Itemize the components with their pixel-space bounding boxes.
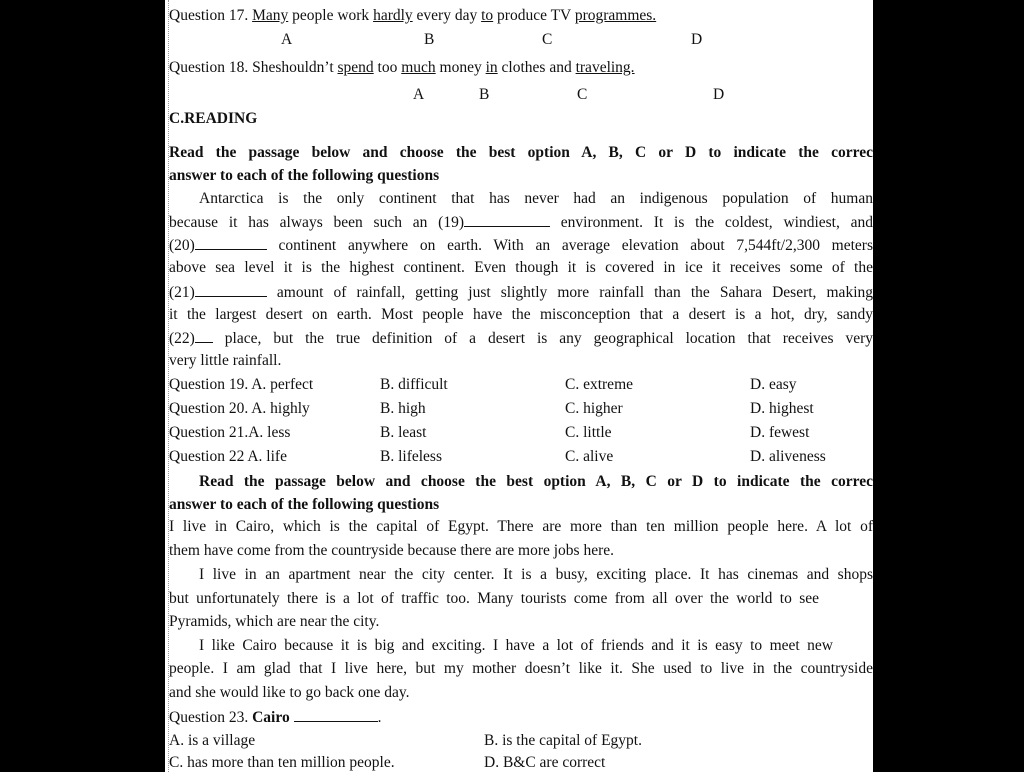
question-18: Question 18. Sheshouldn’t spend too much money in clothes and traveling. <box>169 59 635 76</box>
q18-letter-d: D <box>713 86 725 103</box>
q18-underlined-c: in <box>485 59 498 76</box>
q17-underlined-a: Many <box>252 7 289 24</box>
document-page: Question 17. Many people work hardly every day to produce TV programmes. A B C D Question 18. Sheshouldn’t spend too much money in clothes and traveling. A B C D C.READING Read the passage below and choose the best option A, B, C or D to indicate the correc answer to each of the following questions Antarctica is the only continent that has never had an indigenous population of human because it has always been such an (19) environment. It is the coldest, windiest, and (20) continent anywhere on earth. With an average elevation about 7,544ft/2,300 meters above sea level it is the highest continent. Even though it is covered in ice it receives some of the (21) amount of rainfall, getting just slightly more rainfall than the Sahara Desert, making it the largest desert on earth. Most people have the misconception that a desert is a hot, dry, sandy (22) place, but the true definition of a desert is any geographical location that receives very very little rainfall. Question 19. A. perfect B. difficult C. extreme D. easy Question 20. A. highly B. high C. higher D. highest Question 21.A. less B. least C. little D. fewest Question 22 A. life B. lifeless C. alive D. aliveness Read the passage below and choose the best option A, B, C or D to indicate the correc answer to each of the following questions I live in Cairo, which is the capital of Egypt. There are more than ten million people here. A lot of them have come from the countryside because there are more jobs here. I live in an apartment near the city center. It is a busy, exciting place. It has cinemas and shops but unfortunately there is a lot of traffic too. Many tourists come from all over the world to see Pyramids, which are near the city. I like Cairo because it is big and exciting. I have a lot of friends and it is easy to meet new people. I am glad that I live here, but my mother doesn’t like it. She used to live in the countryside and she would like to go back one day. Question 23. Cairo . A. is a village B. is the capital of Egypt. C. has more than ten million people. D. B&C are correct <box>165 0 873 772</box>
blank-20 <box>195 235 267 250</box>
passage1-line2: because it has always been such an (19) environment. It is the coldest, windiest, and <box>169 214 873 231</box>
q23-option-a: A. is a village <box>169 732 256 749</box>
q18-letter-c: C <box>577 86 588 103</box>
q18-underlined-a: spend <box>337 59 374 76</box>
passage1-line1: Antarctica is the only continent that has never had an indigenous population of human <box>199 190 873 207</box>
q23-option-d: D. B&C are correct <box>484 754 606 771</box>
question-23: Question 23. Cairo . <box>169 709 382 726</box>
passage2-instruction-line2: answer to each of the following questions <box>169 496 440 513</box>
q18-underlined-b: much <box>401 59 436 76</box>
passage1-instruction-line2: answer to each of the following questions <box>169 167 440 184</box>
passage2-line5: Pyramids, which are near the city. <box>169 613 380 630</box>
q18-letter-a: A <box>413 86 425 103</box>
passage2-instruction-line1: Read the passage below and choose the best option A, B, C or D to indicate the correc <box>199 473 873 490</box>
q17-underlined-b: hardly <box>373 7 413 24</box>
q17-underlined-c: to <box>481 7 494 24</box>
passage2-line7: people. I am glad that I live here, but my mother doesn’t like it. She used to live in the countryside <box>169 660 873 677</box>
q17-underlined-d: programmes. <box>574 7 657 24</box>
passage1-line4: above sea level it is the highest continent. Even though it is covered in ice it receives some of the <box>169 259 873 276</box>
passage2-line1: I live in Cairo, which is the capital of Egypt. There are more than ten million people here. A lot of <box>169 518 873 535</box>
question-17: Question 17. Many people work hardly every day to produce TV programmes. <box>169 7 657 24</box>
passage1-line3: (20) continent anywhere on earth. With an average elevation about 7,544ft/2,300 meters <box>169 237 873 254</box>
section-title: C.READING <box>169 110 258 127</box>
blank-23 <box>294 707 378 722</box>
passage2-line4: but unfortunately there is a lot of traffic too. Many tourists come from all over the world to see <box>169 590 819 607</box>
q17-letter-a: A <box>281 31 293 48</box>
q23-option-c: C. has more than ten million people. <box>169 754 395 771</box>
blank-21 <box>195 282 267 297</box>
passage2-line8: and she would like to go back one day. <box>169 684 410 701</box>
q18-underlined-d: traveling. <box>575 59 635 76</box>
passage1-instruction-line1: Read the passage below and choose the best option A, B, C or D to indicate the correc <box>169 144 873 161</box>
passage1-line7: (22) place, but the true definition of a desert is any geographical location that receives very <box>169 330 873 347</box>
passage2-line3: I live in an apartment near the city center. It is a busy, exciting place. It has cinemas and shops <box>199 566 873 583</box>
q17-letter-c: C <box>542 31 553 48</box>
q17-letter-d: D <box>691 31 703 48</box>
passage2-line6: I like Cairo because it is big and exciting. I have a lot of friends and it is easy to meet new <box>199 637 833 654</box>
q18-letter-b: B <box>479 86 490 103</box>
passage1-line8: very little rainfall. <box>169 352 282 369</box>
blank-22 <box>195 328 213 343</box>
q17-letter-b: B <box>424 31 435 48</box>
blank-19 <box>464 212 550 227</box>
passage1-line6: it the largest desert on earth. Most people have the misconception that a desert is a hot, dry, sandy <box>169 306 873 323</box>
q23-option-b: B. is the capital of Egypt. <box>484 732 642 749</box>
passage2-line2: them have come from the countryside because there are more jobs here. <box>169 542 615 559</box>
passage1-line5: (21) amount of rainfall, getting just slightly more rainfall than the Sahara Desert, making <box>169 284 873 301</box>
